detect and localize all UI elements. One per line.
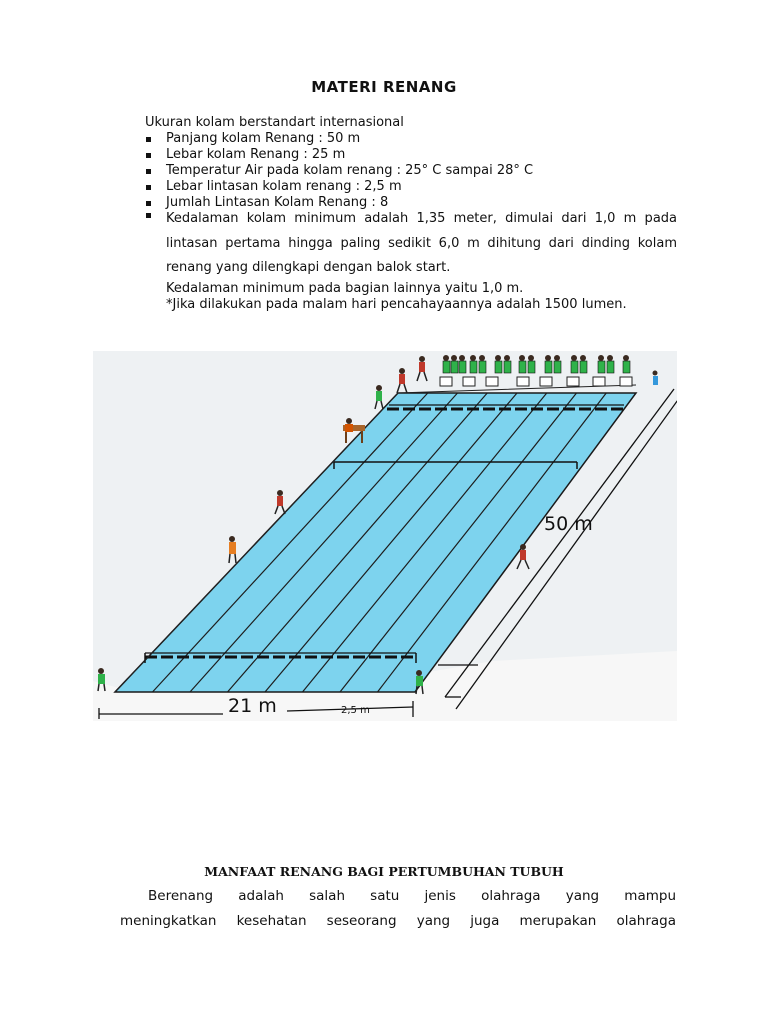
bullet-icon [146, 137, 151, 142]
bullet-icon [146, 201, 151, 206]
body-paragraph: Berenang adalah salah satu jenis olahraga yang mampu meningkatkan kesehatan seseorang yang juga merupakan olahraga [120, 888, 676, 929]
pool-diagram [93, 351, 677, 721]
list-item: Lebar lintasan kolam renang : 2,5 m [145, 179, 677, 195]
list-item: Temperatur Air pada kolam renang : 25° C sampai 28° C [145, 163, 677, 179]
bullet-icon [146, 169, 151, 174]
list-item: Lebar kolam Renang : 25 m [145, 147, 677, 163]
lane-width-label: 2,5 m [341, 705, 370, 716]
bullet-icon [146, 153, 151, 158]
intro-text: Ukuran kolam berstandart internasional [145, 115, 404, 130]
section-heading: MANFAAT RENANG BAGI PERTUMBUHAN TUBUH [204, 864, 564, 879]
pool-spec-list [145, 131, 677, 317]
list-item: Panjang kolam Renang : 50 m [145, 131, 677, 147]
width-label: 21 m [228, 695, 277, 717]
page-title: MATERI RENANG [311, 78, 457, 96]
length-label: 50 m [544, 513, 593, 535]
list-item [145, 207, 677, 317]
bullet-icon [146, 213, 151, 218]
lighting-note: *Jika dilakukan pada malam hari pencahayaannya adalah 1500 lumen. [166, 296, 627, 312]
bullet-icon [146, 185, 151, 190]
depth-text: Kedalaman kolam minimum adalah 1,35 meter, dimulai dari 1,0 m pada lintasan pertama hingga paling sedikit 6,0 m dihitung dari dinding kolam renang yang dilengkapi dengan balok start. [166, 211, 677, 275]
depth-continuation: Kedalaman minimum pada bagian lainnya yaitu 1,0 m. [166, 280, 524, 296]
list-item: Jumlah Lintasan Kolam Renang : 8 [145, 195, 677, 211]
